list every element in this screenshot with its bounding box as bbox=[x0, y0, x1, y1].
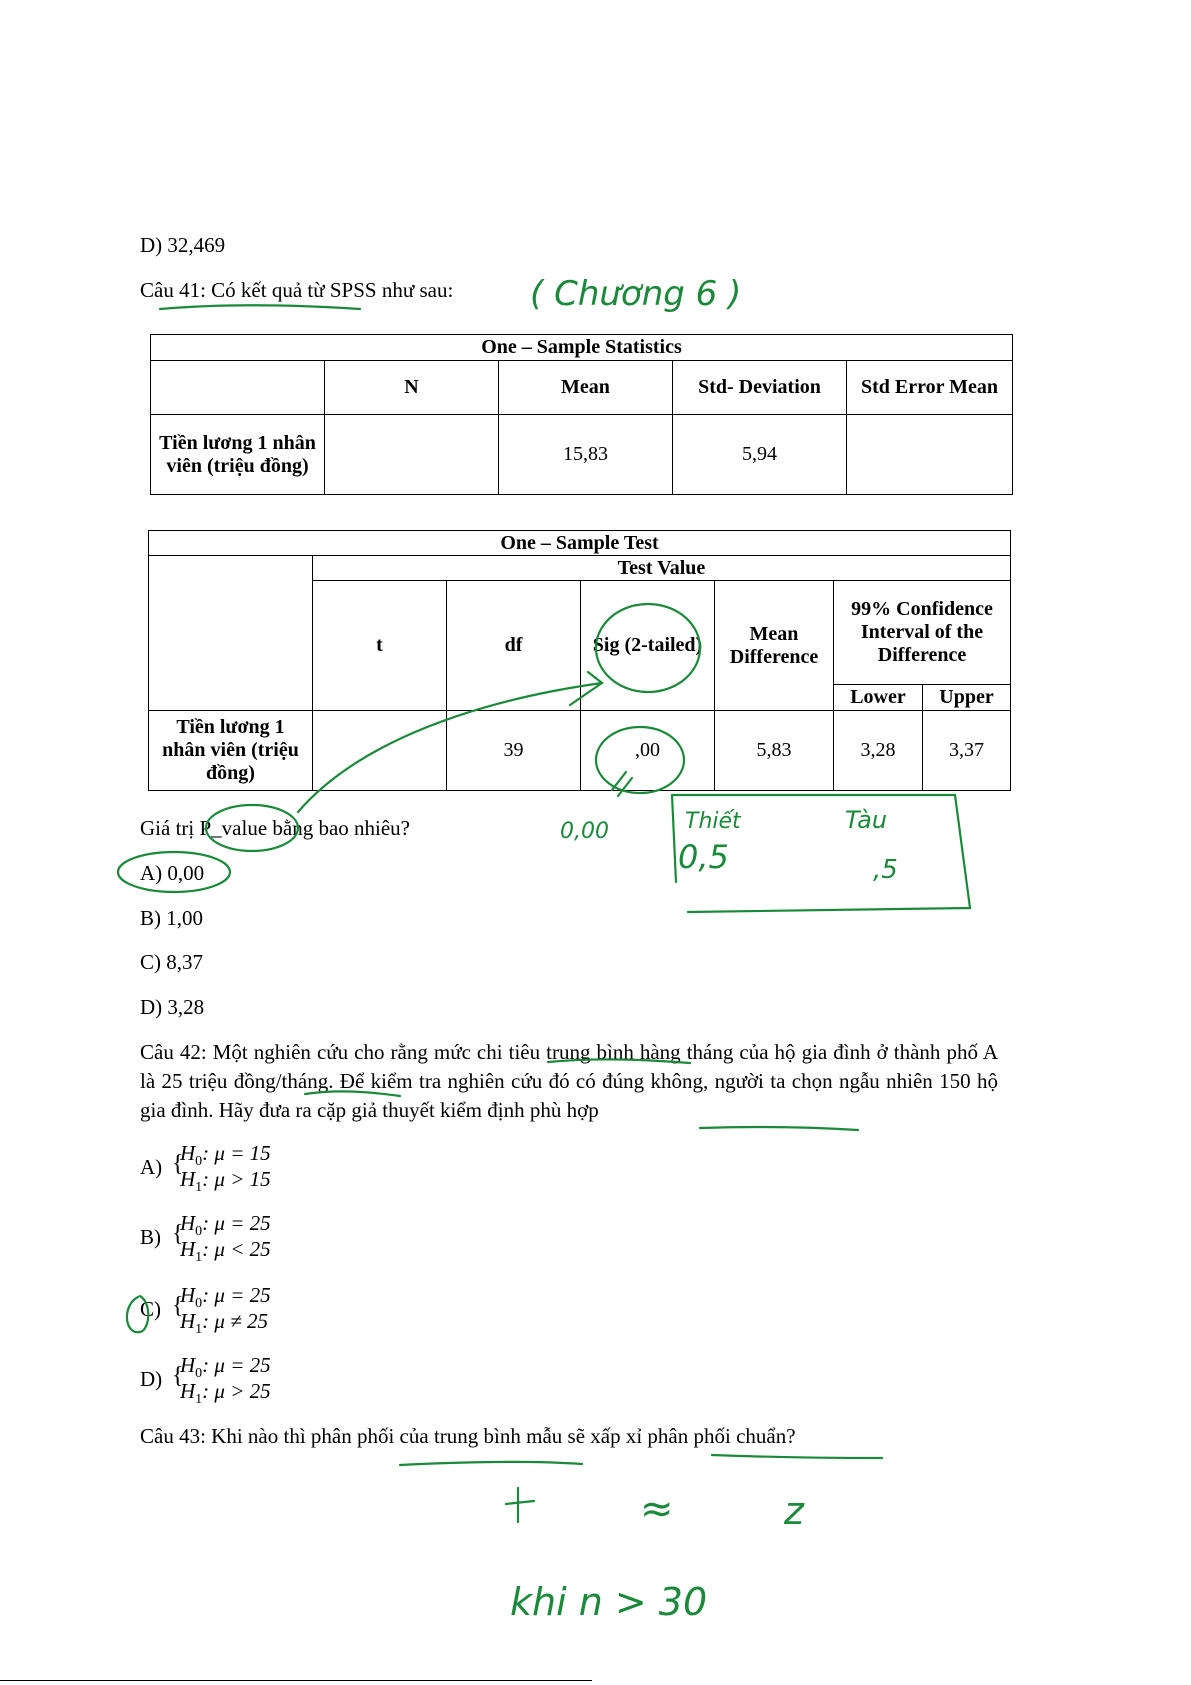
q42-option-a-h1: : μ > 15 bbox=[202, 1167, 271, 1191]
test-header-mean-difference: Mean Difference bbox=[715, 581, 834, 711]
test-header-blank bbox=[149, 556, 313, 711]
h1-symbol: H bbox=[180, 1379, 196, 1403]
prev-option-d: D) 32,469 bbox=[140, 233, 226, 257]
q42-option-c-h0: : μ = 25 bbox=[202, 1283, 271, 1307]
h0-symbol: H bbox=[180, 1353, 196, 1377]
stats-row-label: Tiền lương 1 nhân viên (triệu đồng) bbox=[151, 415, 325, 495]
right-value: ,5 bbox=[873, 855, 898, 885]
brace-icon: { bbox=[172, 1151, 184, 1177]
stats-header-blank bbox=[151, 361, 325, 415]
h0-symbol: H bbox=[180, 1283, 196, 1307]
q42-option-a-h0: : μ = 15 bbox=[202, 1141, 271, 1165]
handwritten-answer: khi n > 30 bbox=[510, 1580, 708, 1624]
h1-subscript: 1 bbox=[195, 1392, 203, 1408]
h0-subscript: 0 bbox=[195, 1366, 203, 1382]
q41-option-d: D) 3,28 bbox=[140, 995, 205, 1019]
test-cell-upper: 3,37 bbox=[923, 711, 1011, 791]
test-cell-t bbox=[313, 711, 447, 791]
test-value-header: Test Value bbox=[313, 556, 1011, 581]
note-box bbox=[672, 795, 970, 912]
q41-stem: Câu 41: Có kết quả từ SPSS như sau: bbox=[140, 278, 454, 302]
underline-stroke bbox=[700, 1127, 858, 1130]
handwritten-z: z bbox=[784, 1489, 804, 1533]
test-cell-df: 39 bbox=[447, 711, 581, 791]
q42-option-c-label: C) bbox=[140, 1297, 161, 1321]
test-cell-mean-difference: 5,83 bbox=[715, 711, 834, 791]
q41-option-a: A) 0,00 bbox=[140, 861, 205, 885]
h0-symbol: H bbox=[180, 1211, 196, 1235]
left-value: 0,5 bbox=[678, 838, 729, 876]
h0-symbol: H bbox=[180, 1141, 196, 1165]
h1-subscript: 1 bbox=[195, 1250, 203, 1266]
stats-cell-std-error-mean bbox=[847, 415, 1013, 495]
h1-symbol: H bbox=[180, 1309, 196, 1333]
stats-cell-mean: 15,83 bbox=[499, 415, 673, 495]
h1-subscript: 1 bbox=[195, 1322, 203, 1338]
test-table-title: One – Sample Test bbox=[149, 531, 1011, 556]
h1-symbol: H bbox=[180, 1167, 196, 1191]
q43-stem: Câu 43: Khi nào thì phân phối của trung bình mẫu sẽ xấp xỉ phân phối chuẩn? bbox=[140, 1424, 796, 1448]
q41-option-c: C) 8,37 bbox=[140, 950, 203, 974]
brace-icon: { bbox=[172, 1221, 184, 1247]
q42-option-b-h0: : μ = 25 bbox=[202, 1211, 271, 1235]
chapter-note: ( Chương 6 ) bbox=[530, 274, 742, 314]
q42-option-d-label: D) bbox=[140, 1367, 163, 1391]
stats-cell-std-deviation: 5,94 bbox=[673, 415, 847, 495]
test-cell-sig: ,00 bbox=[581, 711, 715, 791]
stats-header-mean: Mean bbox=[499, 361, 673, 415]
q42-option-d-h1: : μ > 25 bbox=[202, 1379, 271, 1403]
q42-option-a-label: A) bbox=[140, 1155, 163, 1179]
test-cell-lower: 3,28 bbox=[834, 711, 923, 791]
footnote-divider bbox=[0, 1680, 592, 1681]
h1-subscript: 1 bbox=[195, 1180, 203, 1196]
brace-icon: { bbox=[172, 1293, 184, 1319]
test-header-confidence-interval: 99% Confidence Interval of the Difference bbox=[834, 581, 1011, 685]
right-label: Tàu bbox=[845, 806, 888, 834]
stats-header-std-error-mean: Std Error Mean bbox=[847, 361, 1013, 415]
stats-header-n: N bbox=[325, 361, 499, 415]
q42-stem: Câu 42: Một nghiên cứu cho rằng mức chi tiêu trung bình hàng tháng của hộ gia đình ở thành phố A là 25 triệu đồng/tháng. Để kiểm tra nghiên cứu đó có đúng không, người ta chọn ngẫu nhiên 150 hộ gia đình. Hãy đưa ra cặp giả thuyết kiểm định phù hợp bbox=[140, 1040, 998, 1122]
q41-option-b: B) 1,00 bbox=[140, 906, 203, 930]
test-row-label: Tiền lương 1 nhân viên (triệu đồng) bbox=[149, 711, 313, 791]
test-header-upper: Upper bbox=[923, 685, 1011, 711]
brace-icon: { bbox=[172, 1363, 184, 1389]
left-label: Thiết bbox=[685, 809, 741, 834]
q41-question: Giá trị P_value bằng bao nhiêu? bbox=[140, 816, 411, 840]
stats-cell-n bbox=[325, 415, 499, 495]
stats-table-title: One – Sample Statistics bbox=[151, 335, 1013, 361]
sig-note: 0,00 bbox=[560, 819, 609, 844]
test-header-lower: Lower bbox=[834, 685, 923, 711]
underline-stroke bbox=[400, 1462, 582, 1465]
stats-header-std-deviation: Std- Deviation bbox=[673, 361, 847, 415]
q42-option-b-h1: : μ < 25 bbox=[202, 1237, 271, 1261]
test-header-t: t bbox=[313, 581, 447, 711]
h0-subscript: 0 bbox=[195, 1224, 203, 1240]
q42-option-b-label: B) bbox=[140, 1225, 161, 1249]
test-header-df: df bbox=[447, 581, 581, 711]
q42-option-d-h0: : μ = 25 bbox=[202, 1353, 271, 1377]
handwritten-t-stroke bbox=[506, 1488, 534, 1522]
q42-option-c-h1: : μ ≠ 25 bbox=[202, 1309, 268, 1333]
h0-subscript: 0 bbox=[195, 1154, 203, 1170]
h0-subscript: 0 bbox=[195, 1296, 203, 1312]
one-sample-test-table bbox=[148, 530, 1011, 791]
test-header-sig: Sig (2-tailed) bbox=[581, 581, 715, 711]
underline-stroke bbox=[160, 305, 360, 309]
handwritten-approx: ≈ bbox=[640, 1486, 674, 1532]
h1-symbol: H bbox=[180, 1237, 196, 1261]
underline-stroke bbox=[712, 1455, 882, 1458]
one-sample-statistics-table bbox=[150, 334, 1013, 495]
